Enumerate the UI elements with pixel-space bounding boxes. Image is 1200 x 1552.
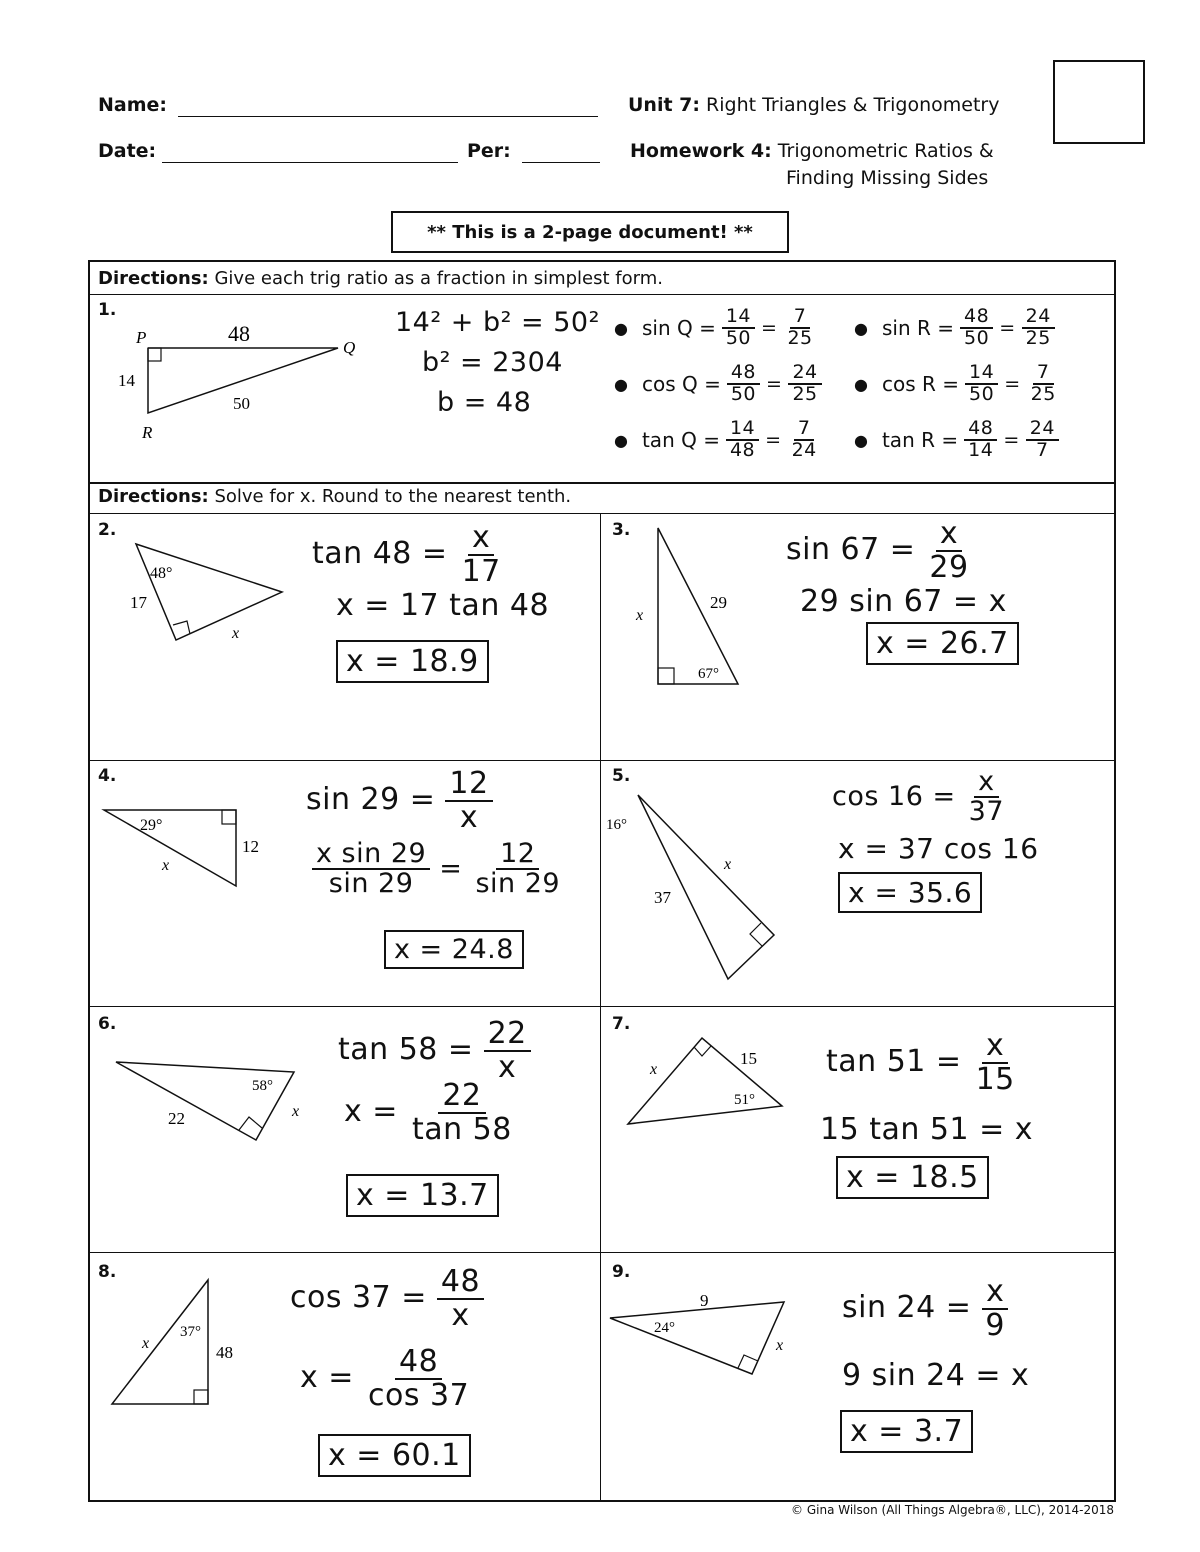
- triangle-7: [620, 1030, 800, 1130]
- problem-number: 3.: [612, 520, 631, 540]
- ratio-answer: $\frac{14}{48}$ = $\frac{7}{24}$: [726, 419, 821, 461]
- answer-box: x = 13.7: [346, 1174, 499, 1217]
- angle-label: 29°: [140, 817, 163, 834]
- equation: x = 37 cos 16: [838, 832, 1039, 865]
- triangle-6: [110, 1052, 310, 1152]
- problem-number: 2.: [98, 520, 117, 540]
- divider: [88, 1006, 1114, 1007]
- equation: sin 24 = $\frac{x}{9}$: [842, 1276, 1009, 1341]
- bullet-icon: ●: [854, 318, 868, 338]
- side-label: 48: [216, 1343, 233, 1362]
- ratio-label: cos R =: [881, 372, 959, 396]
- unknown-side-label: x: [636, 607, 644, 624]
- divider: [88, 1252, 1114, 1253]
- triangle-3: [620, 520, 760, 690]
- divider: [600, 513, 601, 1500]
- side-label: 12: [242, 837, 259, 856]
- equation: tan 51 = $\frac{x}{15}$: [826, 1028, 1015, 1097]
- ratio-label: tan Q =: [641, 428, 720, 452]
- per-label: Per:: [467, 140, 511, 162]
- answer-box: x = 60.1: [318, 1434, 471, 1477]
- triangle-2: [100, 530, 300, 650]
- triangle-9: [604, 1282, 804, 1382]
- answer-box: x = 35.6: [838, 872, 982, 913]
- trig-ratio: [614, 414, 854, 466]
- vertex-q: Q: [343, 338, 356, 357]
- problem-number: 1.: [98, 300, 117, 320]
- name-field[interactable]: [178, 116, 598, 117]
- directions-1: Directions: Give each trig ratio as a fraction in simplest form.: [98, 268, 663, 289]
- side-label: 50: [233, 394, 250, 413]
- unknown-side-label: x: [650, 1061, 658, 1078]
- side-label: 15: [740, 1049, 757, 1068]
- bullet-icon: ●: [854, 374, 868, 394]
- side-label: 17: [130, 593, 147, 612]
- vertex-p: P: [136, 328, 147, 347]
- equation: tan 58 = $\frac{22}{x}$: [338, 1018, 531, 1083]
- date-label: Date:: [98, 140, 157, 162]
- divider: [88, 482, 1114, 484]
- equation: sin 29 = $\frac{12}{x}$: [306, 768, 493, 833]
- answer-box: x = 3.7: [840, 1410, 973, 1453]
- trig-ratio: [614, 358, 854, 410]
- divider: [88, 294, 1114, 295]
- ratio-answer: $\frac{14}{50}$ = $\frac{7}{25}$: [965, 363, 1060, 405]
- vertex-r: R: [142, 423, 153, 442]
- equation: 15 tan 51 = x: [820, 1112, 1034, 1147]
- equation: cos 37 = $\frac{48}{x}$: [290, 1266, 484, 1331]
- ratio-label: sin R =: [881, 316, 954, 340]
- equation: 9 sin 24 = x: [842, 1358, 1030, 1393]
- bullet-icon: ●: [614, 318, 628, 338]
- trig-ratio: [614, 302, 854, 354]
- problem-number: 4.: [98, 766, 117, 786]
- unit-heading: Unit 7: Right Triangles & Trigonometry: [628, 94, 1000, 116]
- triangle-5: [604, 785, 784, 985]
- angle-label: 58°: [252, 1078, 273, 1094]
- ratio-answer: $\frac{48}{14}$ = $\frac{24}{7}$: [964, 419, 1059, 461]
- angle-label: 67°: [698, 666, 719, 682]
- angle-label: 24°: [654, 1320, 675, 1336]
- side-label: 14: [118, 371, 135, 390]
- period-field[interactable]: [522, 162, 600, 163]
- unknown-side-label: x: [142, 1335, 150, 1352]
- trig-ratios: [614, 302, 1104, 466]
- notice-banner: ** This is a 2-page document! **: [391, 211, 789, 253]
- equation: tan 48 = $\frac{x}{17}$: [312, 520, 501, 589]
- bullet-icon: ●: [614, 430, 628, 450]
- unknown-side-label: x: [292, 1103, 300, 1120]
- problem-number: 5.: [612, 766, 631, 786]
- ratio-label: tan R =: [881, 428, 959, 452]
- angle-label: 51°: [734, 1092, 755, 1108]
- unknown-side-label: x: [776, 1337, 784, 1354]
- angle-label: 48°: [150, 565, 173, 582]
- problem-number: 8.: [98, 1262, 117, 1282]
- side-label: 9: [700, 1291, 709, 1310]
- bullet-icon: ●: [614, 374, 628, 394]
- triangle-1: [100, 305, 380, 455]
- answer-box: x = 18.9: [336, 640, 489, 683]
- angle-label: 37°: [180, 1324, 201, 1340]
- unknown-side-label: x: [162, 857, 170, 874]
- equation: $\frac{\text{x sin 29}}{\sin 29}$ = $\frac{12}{\sin 29}$: [312, 840, 564, 899]
- bullet-icon: ●: [854, 430, 868, 450]
- homework-heading-line2: Finding Missing Sides: [786, 167, 989, 189]
- ratio-label: cos Q =: [641, 372, 721, 396]
- trig-ratio: [854, 414, 1104, 466]
- unknown-side-label: x: [724, 856, 732, 873]
- equation: sin 67 = $\frac{x}{29}$: [786, 516, 969, 585]
- side-label: 22: [168, 1109, 185, 1128]
- side-label: 29: [710, 593, 727, 612]
- answer-box: x = 24.8: [384, 930, 524, 969]
- name-label: Name:: [98, 94, 168, 116]
- ratio-answer: $\frac{48}{50}$ = $\frac{24}{25}$: [727, 363, 822, 405]
- answer-box: x = 26.7: [866, 622, 1019, 665]
- triangle-8: [106, 1276, 256, 1410]
- score-box[interactable]: [1053, 60, 1145, 144]
- side-label: 37: [654, 888, 671, 907]
- trig-ratio: [854, 358, 1104, 410]
- answer-box: x = 18.5: [836, 1156, 989, 1199]
- work-line: b² = 2304: [422, 347, 563, 378]
- equation: x = 17 tan 48: [336, 588, 550, 623]
- homework-heading: Homework 4: Trigonometric Ratios &: [630, 140, 994, 162]
- ratio-label: sin Q =: [641, 316, 716, 340]
- directions-2: Directions: Solve for x. Round to the nearest tenth.: [98, 486, 572, 507]
- problem-number: 9.: [612, 1262, 631, 1282]
- work-line: b = 48: [437, 387, 532, 418]
- ratio-answer: $\frac{48}{50}$ = $\frac{24}{25}$: [960, 307, 1055, 349]
- ratio-answer: $\frac{14}{50}$ = $\frac{7}{25}$: [722, 307, 817, 349]
- divider: [88, 760, 1114, 761]
- problem-number: 7.: [612, 1014, 631, 1034]
- divider: [88, 513, 1114, 514]
- equation: x = $\frac{48}{\cos 37}$: [300, 1344, 470, 1413]
- work-line: 14² + b² = 50²: [395, 307, 600, 338]
- angle-label: 16°: [606, 817, 627, 833]
- triangle-4: [100, 800, 280, 900]
- unknown-side-label: x: [232, 625, 240, 642]
- equation: x = $\frac{22}{\tan 58}$: [344, 1078, 512, 1147]
- handwritten-side: 48: [228, 321, 250, 346]
- copyright-footer: © Gina Wilson (All Things Algebra®, LLC), 2014-2018: [791, 1503, 1114, 1517]
- problem-number: 6.: [98, 1014, 117, 1034]
- equation: 29 sin 67 = x: [800, 584, 1007, 619]
- date-field[interactable]: [162, 162, 458, 163]
- equation: cos 16 = $\frac{x}{37}$: [832, 766, 1005, 828]
- trig-ratio: [854, 302, 1104, 354]
